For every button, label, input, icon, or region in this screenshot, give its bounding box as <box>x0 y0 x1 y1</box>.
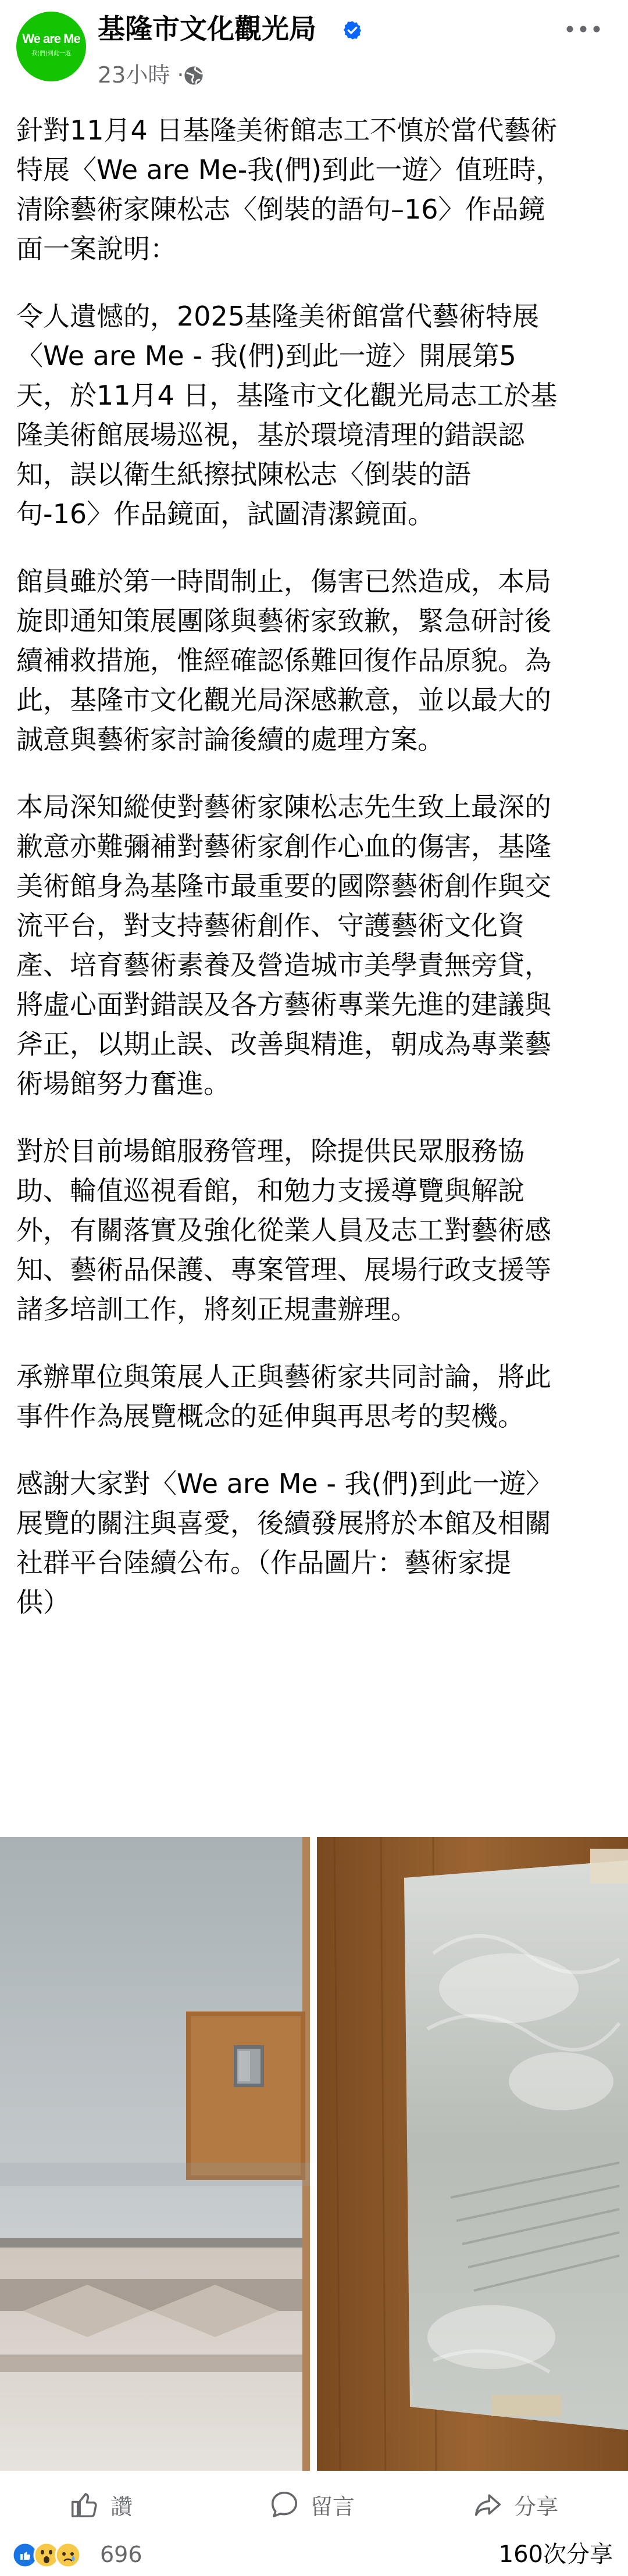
share-arrow-icon <box>472 2489 504 2520</box>
comment-bubble-icon <box>269 2489 300 2520</box>
post-header <box>0 0 628 105</box>
post-paragraph: 針對11月4 日基隆美術館志工不慎於當代藝術 特展〈We are Me-我(們)到此一遊〉值班時， 清除藝術家陳松志〈倒裝的語句–16〉作品鏡 面一案說明： <box>16 115 563 265</box>
like-label: 讚 <box>110 2493 133 2520</box>
post-paragraph: 令人遺憾的，2025基隆美術館當代藝術特展 〈We are Me - 我(們)到此一遊〉開展第5 天，於11月4 日，基隆市文化觀光局志工於基 隆美術館展場巡視，基於環境清理的錯誤認 知，誤以衛生紙擦拭陳松志〈倒裝的語 句-16〉作品鏡面，試圖清潔鏡面。 <box>16 301 558 530</box>
avatar-logo-subtext: 我(們)到此一遊 <box>31 51 71 57</box>
post-paragraph: 本局深知縱使對藝術家陳松志先生致上最深的 歉意亦難彌補對藝術家創作心血的傷害，基隆 美術館身為基隆市最重要的國際藝術創作與交 流平台，對支持藝術創作、守護藝術文化資 產、培育藝術素養及營造城市美學責無旁貸， 將虛心面對錯誤及各方藝術專業先進的建議與 斧正，以期止誤、改善與精進，朝成為專業藝 術場館努力奮進。 <box>16 791 551 1099</box>
sad-reaction-icon <box>56 2543 80 2567</box>
page-name-link[interactable]: 基隆市文化觀光局 <box>98 13 316 45</box>
thumbs-up-icon <box>69 2489 100 2520</box>
post-paragraph: 承辦單位與策展人正與藝術家共同討論，將此 事件作為展覽概念的延伸與再思考的契機。 <box>16 1361 551 1432</box>
post-action-bar <box>0 2471 628 2535</box>
page-avatar[interactable] <box>16 12 86 81</box>
globe-icon <box>184 66 204 85</box>
share-count[interactable]: 160次分享 <box>498 2541 613 2568</box>
share-label: 分享 <box>514 2493 559 2520</box>
like-button[interactable] <box>69 2488 133 2521</box>
photo-gallery-wall[interactable] <box>0 1837 310 2471</box>
post-paragraph: 感謝大家對〈We are Me - 我(們)到此一遊〉 展覽的關注與喜愛，後續發展將於本館及相關 社群平台陸續公布。（作品圖片：藝術家提 供） <box>16 1468 553 1618</box>
reaction-icons[interactable] <box>12 2542 99 2568</box>
comment-button[interactable] <box>269 2488 355 2521</box>
more-horizontal-icon[interactable] <box>563 17 604 41</box>
reaction-count[interactable]: 696 <box>100 2542 142 2567</box>
post-photos <box>0 1837 628 2471</box>
post-paragraph: 對於目前場館服務管理，除提供民眾服務協 助、輪值巡視看館，和勉力支援導覽與解說 外，有關落實及強化從業人員及志工對藝術感 知、藝術品保護、專案管理、展場行政支援等 諸多培訓工作，將刻正規畫辦理。 <box>16 1135 551 1325</box>
avatar-logo-text: We are Me <box>22 31 80 46</box>
comment-label: 留言 <box>311 2493 355 2520</box>
post-text <box>16 110 615 1650</box>
post-timestamp[interactable]: 23小時 · <box>98 62 184 88</box>
post-stats <box>0 2535 628 2576</box>
post-paragraph: 館員雖於第一時間制止，傷害已然造成，本局 旋即通知策展團隊與藝術家致歉，緊急研討後 續補救措施，惟經確認係難回復作品原貌。為 此，基隆市文化觀光局深感歉意，並以最大的 誠意與藝術家討論後續的處理方案。 <box>16 566 551 755</box>
photo-mirror-closeup[interactable] <box>317 1837 628 2471</box>
verified-badge-icon <box>342 20 363 41</box>
share-button[interactable] <box>472 2488 558 2521</box>
